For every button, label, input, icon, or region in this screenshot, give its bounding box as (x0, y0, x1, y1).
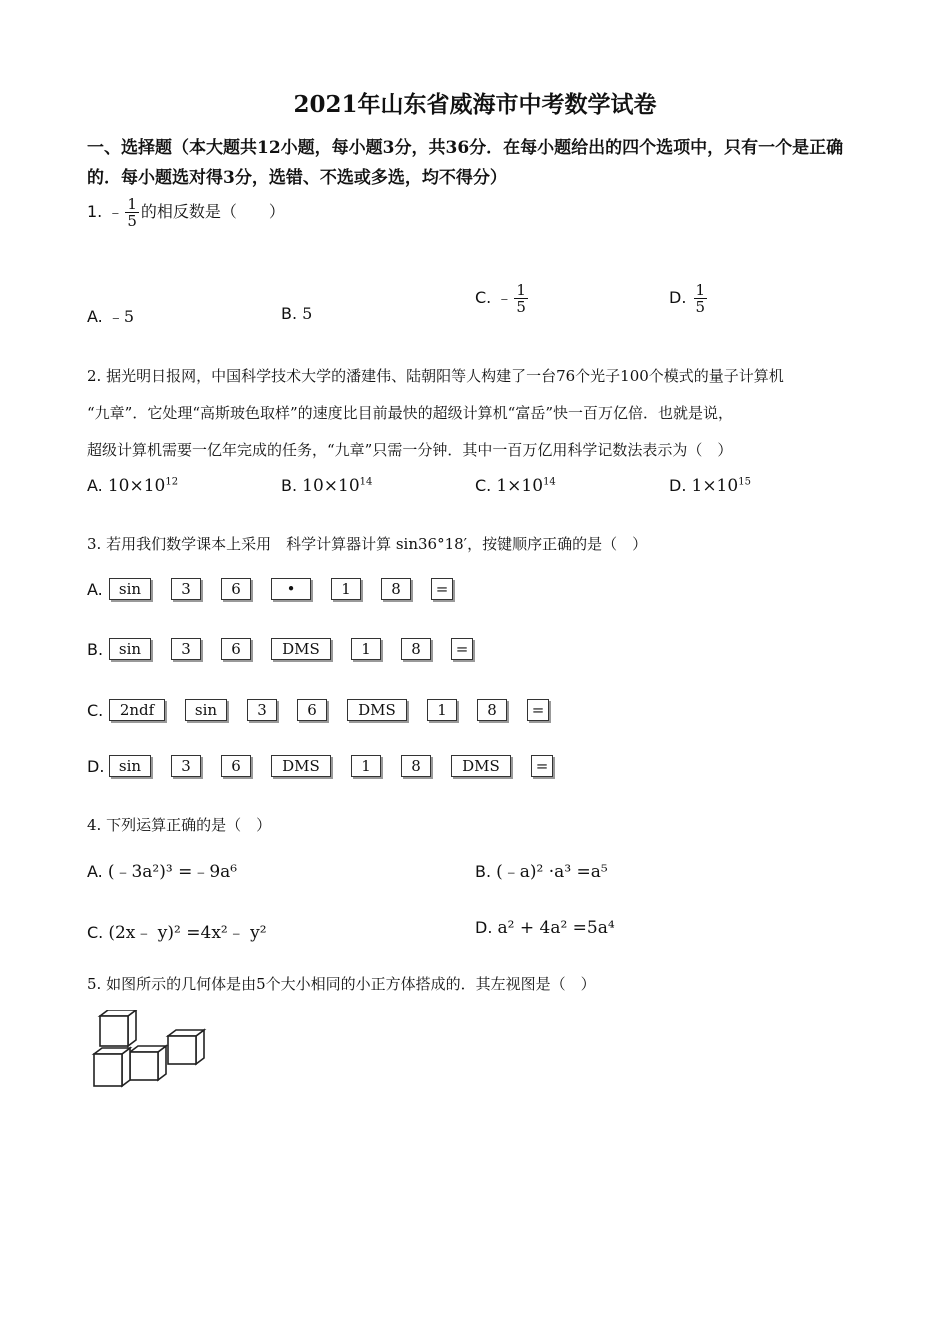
q4-option-c[interactable]: C. (2x﹣ y)² =4x²﹣ y² (87, 923, 267, 943)
key-8: 8 (477, 699, 507, 721)
key-1: 1 (351, 755, 381, 777)
q2-line-3: 超级计算机需要一亿年完成的任务，“九章”只需一分钟．其中一百万亿用科学记数法表示为（ ） (87, 441, 733, 459)
key-2ndf: 2ndf (109, 699, 165, 721)
q3-option-b[interactable]: B. sin 3 6 DMS 1 8 = (87, 638, 493, 660)
key-1: 1 (427, 699, 457, 721)
question-4: 4. 下列运算正确的是（ ） (87, 816, 272, 834)
key-8: 8 (401, 755, 431, 777)
page-title: 2021年山东省威海市中考数学试卷 (293, 91, 657, 118)
q3-option-a[interactable]: A. sin 3 6 • 1 8 = (87, 578, 473, 600)
q3-option-d[interactable]: D. sin 3 6 DMS 1 8 DMS = (87, 755, 573, 777)
key-dms: DMS (271, 755, 331, 777)
cube-right-front (168, 1036, 196, 1064)
key-dms: DMS (451, 755, 511, 777)
q2-option-a[interactable]: A. $10\times 10^{12}$ (87, 476, 179, 496)
q1-option-b[interactable]: B. 5 (281, 304, 313, 323)
key-sin: sin (109, 638, 151, 660)
key-8: 8 (381, 578, 411, 600)
cube-top-front (100, 1016, 128, 1046)
key-3: 3 (171, 755, 201, 777)
key-equals: = (451, 638, 473, 660)
q1-option-a[interactable]: A. ﹣5 (87, 307, 135, 326)
q2-option-d[interactable]: D. $1\times 10^{15}$ (669, 476, 751, 496)
q2-line-2: “九章”．它处理“高斯玻色取样”的速度比目前最快的超级计算机“富岳”快一百万亿倍．也就是说， (87, 404, 734, 422)
q3-option-c[interactable]: C. 2ndf sin 3 6 DMS 1 8 = (87, 699, 569, 721)
section-heading: 一、选择题（本大题共12小题，每小题3分，共36分．在每小题给出的四个选项中，只有一个是正确的．每小题选对得3分，选错、不选或多选，均不得分） (87, 138, 844, 188)
cube-front-front (94, 1054, 122, 1086)
key-sin: sin (109, 755, 151, 777)
key-3: 3 (247, 699, 277, 721)
key-sin: sin (109, 578, 151, 600)
key-dms: DMS (271, 638, 331, 660)
key-equals: = (431, 578, 453, 600)
key-3: 3 (171, 578, 201, 600)
key-6: 6 (221, 638, 251, 660)
fraction: $\frac{1}{5}$ (127, 195, 137, 230)
q2-line-1: 2. 据光明日报网，中国科学技术大学的潘建伟、陆朝阳等人构建了一台76个光子100个模式的量子计算机 (87, 367, 784, 385)
key-1: 1 (331, 578, 361, 600)
key-8: 8 (401, 638, 431, 660)
q2-option-b[interactable]: B. $10\times 10^{14}$ (281, 476, 373, 496)
key-equals: = (531, 755, 553, 777)
question-3: 3. 若用我们数学课本上采用 科学计算器计算 sin36°18′，按键顺序正确的是（ ） (87, 535, 648, 553)
key-6: 6 (221, 578, 251, 600)
q4-option-d[interactable]: D. a² + 4a² =5a⁴ (475, 918, 615, 938)
key-dot: • (271, 578, 311, 600)
cube-mid-front (130, 1052, 158, 1080)
question-1 (87, 196, 285, 229)
key-3: 3 (171, 638, 201, 660)
q1-option-d[interactable]: D. $\frac{1}{5}$ (669, 281, 706, 316)
cube-stack-figure (88, 1010, 213, 1092)
q4-option-a[interactable]: A. (﹣3a²)³ =﹣9a⁶ (87, 862, 238, 882)
key-6: 6 (297, 699, 327, 721)
q1-option-c[interactable]: C. ﹣ $\frac{1}{5}$ (475, 281, 526, 316)
question-2 (87, 358, 887, 469)
q2-option-c[interactable]: C. $1\times 10^{14}$ (475, 476, 556, 496)
key-1: 1 (351, 638, 381, 660)
question-number: 1. (87, 202, 103, 221)
minus-sign: ﹣ (107, 202, 124, 221)
key-6: 6 (221, 755, 251, 777)
key-sin: sin (185, 699, 227, 721)
question-text: 的相反数是（ ） (140, 202, 285, 221)
key-dms: DMS (347, 699, 407, 721)
q4-option-b[interactable]: B. (﹣a)² ·a³ =a⁵ (475, 862, 608, 882)
question-5: 5. 如图所示的几何体是由5个大小相同的小正方体搭成的．其左视图是（ ） (87, 975, 596, 993)
key-equals: = (527, 699, 549, 721)
